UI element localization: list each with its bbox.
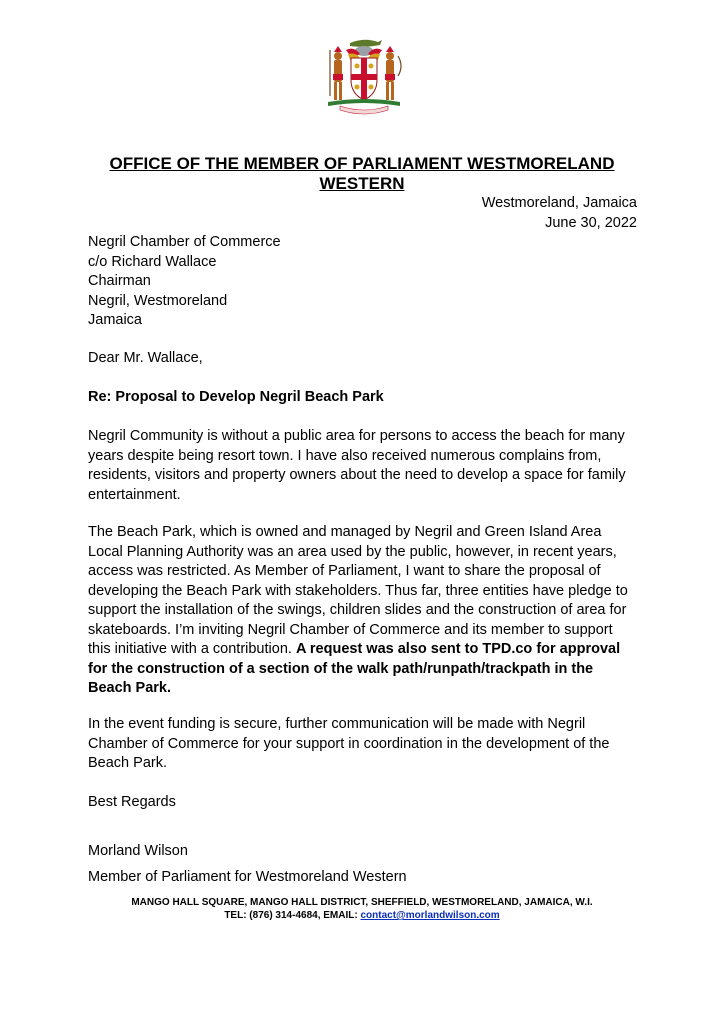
recipient-line: Jamaica — [88, 312, 142, 328]
footer-phone: TEL: (876) 314-4684, EMAIL: — [224, 910, 361, 921]
signer-title: Member of Parliament for Westmoreland Western — [88, 869, 407, 885]
letter-date: June 30, 2022 — [545, 214, 637, 231]
footer-contact — [60, 909, 664, 922]
place-date-block — [482, 194, 637, 233]
letterhead-title: OFFICE OF THE MEMBER OF PARLIAMENT WESTMORELAND WESTERN — [109, 154, 615, 193]
paragraph-2-bold-text: A request was also sent to TPD.co for approval for the construction of a section of the walk path/runpath/trackpath in the Beach Park. — [88, 641, 621, 696]
recipient-line: Negril, Westmoreland — [88, 292, 228, 309]
body-paragraph-3: In the event funding is secure, further communication will be made with Negril Chamber of Commerce for your support in coordination in the development of the Beach Park. — [88, 716, 610, 771]
paragraph-2-text: The Beach Park, which is owned and managed by Negril and Green Island Area Local Planning Authority was an area used by the public, however, in recent years, access was restricted. As Member of Parliament, I want to share the proposal of developing the Beach Park with stakeholders. Thus far, three entities have pledge to support the installation of the swings, children slides and the construction of area for skateboards. I’m inviting Negril Chamber of Commerce and its member to support this initiative with a contribution. — [88, 524, 628, 657]
recipient-line: c/o Richard Wallace — [88, 253, 217, 270]
recipient-line: Chairman — [88, 273, 151, 289]
footer-address: MANGO HALL SQUARE, MANGO HALL DISTRICT, SHEFFIELD, WESTMORELAND, JAMAICA, W.I. — [131, 897, 593, 908]
recipient-line: Negril Chamber of Commerce — [88, 234, 281, 250]
body-paragraph-1: Negril Community is without a public area for persons to access the beach for many years despite being resort town. I have also received numerous complains from, residents, visitors and property owners about the need to develop a space for family entertainment. — [88, 428, 626, 503]
closing: Best Regards — [88, 794, 176, 810]
subject-line: Re: Proposal to Develop Negril Beach Park — [88, 389, 384, 405]
footer — [60, 896, 664, 922]
letter-place: Westmoreland, Jamaica — [481, 195, 637, 211]
salutation: Dear Mr. Wallace, — [88, 350, 203, 366]
body-paragraph-2 — [88, 523, 636, 699]
signer-name: Morland Wilson — [88, 843, 188, 859]
email-link[interactable]: contact@morlandwilson.com — [360, 910, 500, 921]
jamaica-coat-of-arms-icon — [316, 36, 412, 116]
recipient-address — [88, 233, 281, 331]
